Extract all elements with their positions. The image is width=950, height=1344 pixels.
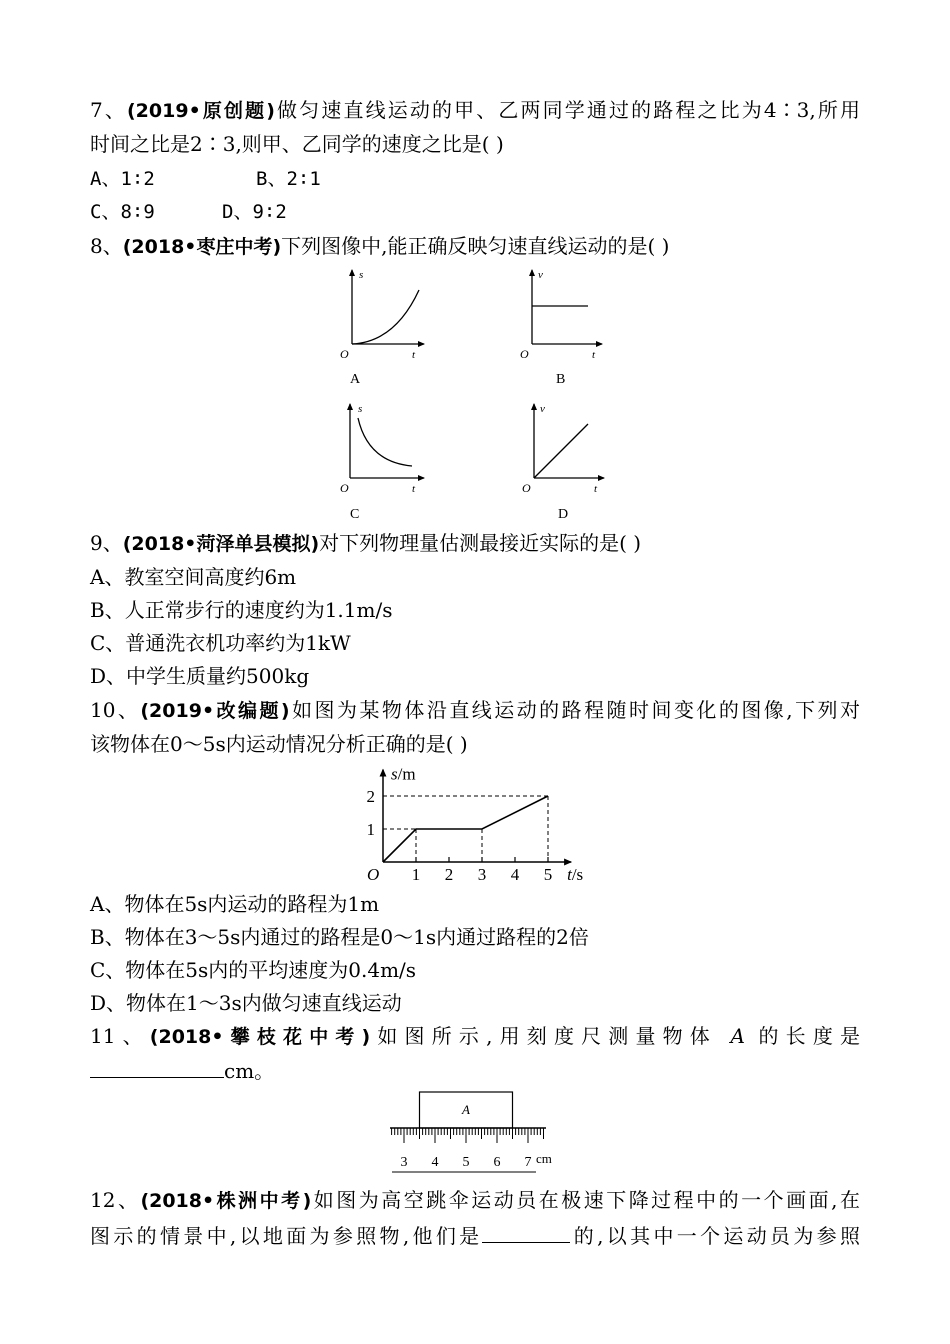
ruler-tick-label-5: 5 (462, 1155, 470, 1170)
graph-d (522, 403, 604, 522)
st-x-label: t/s (567, 865, 584, 884)
q10-text-1: 如图为某物体沿直线运动的路程随时间变化的图像,下列对 (289, 698, 860, 722)
graph-d-origin: O (522, 481, 531, 495)
q9-option-b: B、人正常步行的速度约为1.1m/s (90, 598, 393, 622)
q11-number: 11、 (90, 1024, 150, 1048)
graph-c-caption: C (350, 507, 360, 522)
q12-answer-blank[interactable] (482, 1220, 570, 1243)
graph-a-caption: A (350, 372, 361, 387)
st-xtick-label-2: 2 (444, 865, 454, 884)
q9-source: (2018•菏泽单县模拟) (122, 533, 320, 555)
q12-number: 12、 (90, 1188, 141, 1212)
q7-line-1 (90, 96, 860, 125)
q8-text: 下列图像中,能正确反映匀速直线运动的是( ) (281, 234, 670, 258)
graph-c-curve (358, 418, 412, 466)
ruler-ticks (392, 1128, 544, 1170)
q7-source: (2019•原创题) (127, 100, 275, 122)
q8-number: 8、 (90, 234, 123, 258)
graph-a-x-label: t (412, 349, 416, 361)
ruler-tick-label-6: 6 (493, 1155, 501, 1170)
graph-b-y-label: v (538, 269, 543, 281)
q10-option-a: A、物体在5s内运动的路程为1m (90, 892, 380, 916)
ruler-tick-label-4: 4 (431, 1155, 439, 1170)
q11-line-1 (90, 1022, 860, 1051)
graph-c-x-label: t (412, 483, 416, 495)
graph-c (340, 403, 424, 522)
graph-d-line (534, 424, 588, 478)
st-origin: O (367, 865, 380, 884)
q12-text-2b: 的,以其中一个运动员为参照 (570, 1224, 861, 1248)
q7-option-c: C、8∶9 (90, 201, 155, 223)
q11-text-end: 的长度是 (758, 1024, 860, 1048)
q11-text: 如图所示,用刻度尺测量物体 (370, 1024, 717, 1048)
ruler-tick-label-7: 7 (524, 1155, 532, 1170)
ruler-tick-label-3: 3 (400, 1155, 408, 1170)
q10-option-c: C、物体在5s内的平均速度为0.4m/s (90, 958, 417, 982)
q10-st-chart (355, 762, 605, 887)
q9-option-a: A、教室空间高度约6m (90, 565, 297, 589)
graph-d-x-label: t (594, 483, 598, 495)
st-xtick-label-5: 5 (543, 865, 553, 884)
q10-number: 10、 (90, 698, 141, 722)
q7-number: 7、 (90, 98, 127, 122)
q11-answer-blank[interactable] (90, 1055, 224, 1078)
q9-line-1 (90, 529, 641, 558)
q10-line-1 (90, 696, 860, 725)
q10-option-b: B、物体在3～5s内通过的路程是0～1s内通过路程的2倍 (90, 925, 589, 949)
q7-option-d: D、9∶2 (222, 201, 287, 223)
graph-b-caption: B (556, 372, 566, 387)
q8-source: (2018•枣庄中考) (122, 236, 282, 258)
st-ytick-label-1: 1 (366, 820, 375, 839)
graph-b (520, 269, 602, 387)
graph-a-origin: O (340, 347, 349, 361)
q8-line-1 (90, 232, 669, 261)
q12-line-2 (90, 1220, 860, 1250)
q8-graphs-figure (330, 262, 620, 528)
q9-number: 9、 (90, 531, 123, 555)
st-ticks (367, 787, 553, 884)
q12-text-2a: 图示的情景中,以地面为参照物,他们是 (90, 1224, 483, 1248)
q11-source: (2018•攀枝花中考) (149, 1026, 371, 1048)
q10-line-2: 该物体在0～5s内运动情况分析正确的是( ) (90, 732, 468, 756)
st-xtick-label-1: 1 (411, 865, 421, 884)
st-y-label: s/m (391, 764, 416, 784)
st-xtick-label-3: 3 (477, 865, 487, 884)
q12-line-1 (90, 1186, 860, 1215)
q7-text-1: 做匀速直线运动的甲、乙两同学通过的路程之比为4∶3,所用 (274, 98, 860, 122)
q10-option-d: D、物体在1～3s内做匀速直线运动 (90, 991, 402, 1015)
graph-c-origin: O (340, 481, 349, 495)
q9-option-d: D、中学生质量约500kg (90, 664, 310, 688)
q9-option-c: C、普通洗衣机功率约为1kW (90, 631, 351, 655)
graph-a-curve (352, 290, 419, 344)
q7-option-b: B、2∶1 (256, 168, 321, 190)
st-ytick-label-2: 2 (366, 787, 375, 806)
graph-d-y-label: v (540, 403, 545, 415)
q12-text-1: 如图为高空跳伞运动员在极速下降过程中的一个画面,在 (311, 1188, 860, 1212)
st-xtick-label-4: 4 (510, 865, 520, 884)
q7-option-a: A、1∶2 (90, 168, 155, 190)
graph-b-origin: O (520, 347, 529, 361)
q10-source: (2019•改编题) (140, 700, 290, 722)
graph-d-caption: D (558, 507, 569, 522)
graph-b-x-label: t (592, 349, 596, 361)
q7-line-2: 时间之比是2∶3,则甲、乙同学的速度之比是( ) (90, 132, 504, 156)
q11-variable: A (730, 1024, 745, 1048)
ruler-unit: cm (536, 1151, 552, 1166)
q11-ruler-figure (380, 1085, 580, 1175)
q12-source: (2018•株洲中考) (140, 1190, 312, 1212)
ruler-object-label: A (462, 1102, 470, 1117)
graph-c-y-label: s (358, 403, 363, 415)
q11-line-2 (90, 1055, 274, 1085)
q11-unit: cm。 (224, 1059, 275, 1083)
graph-a-y-label: s (359, 269, 364, 281)
q9-text: 对下列物理量估测最接近实际的是( ) (319, 531, 642, 555)
graph-a (340, 269, 424, 387)
